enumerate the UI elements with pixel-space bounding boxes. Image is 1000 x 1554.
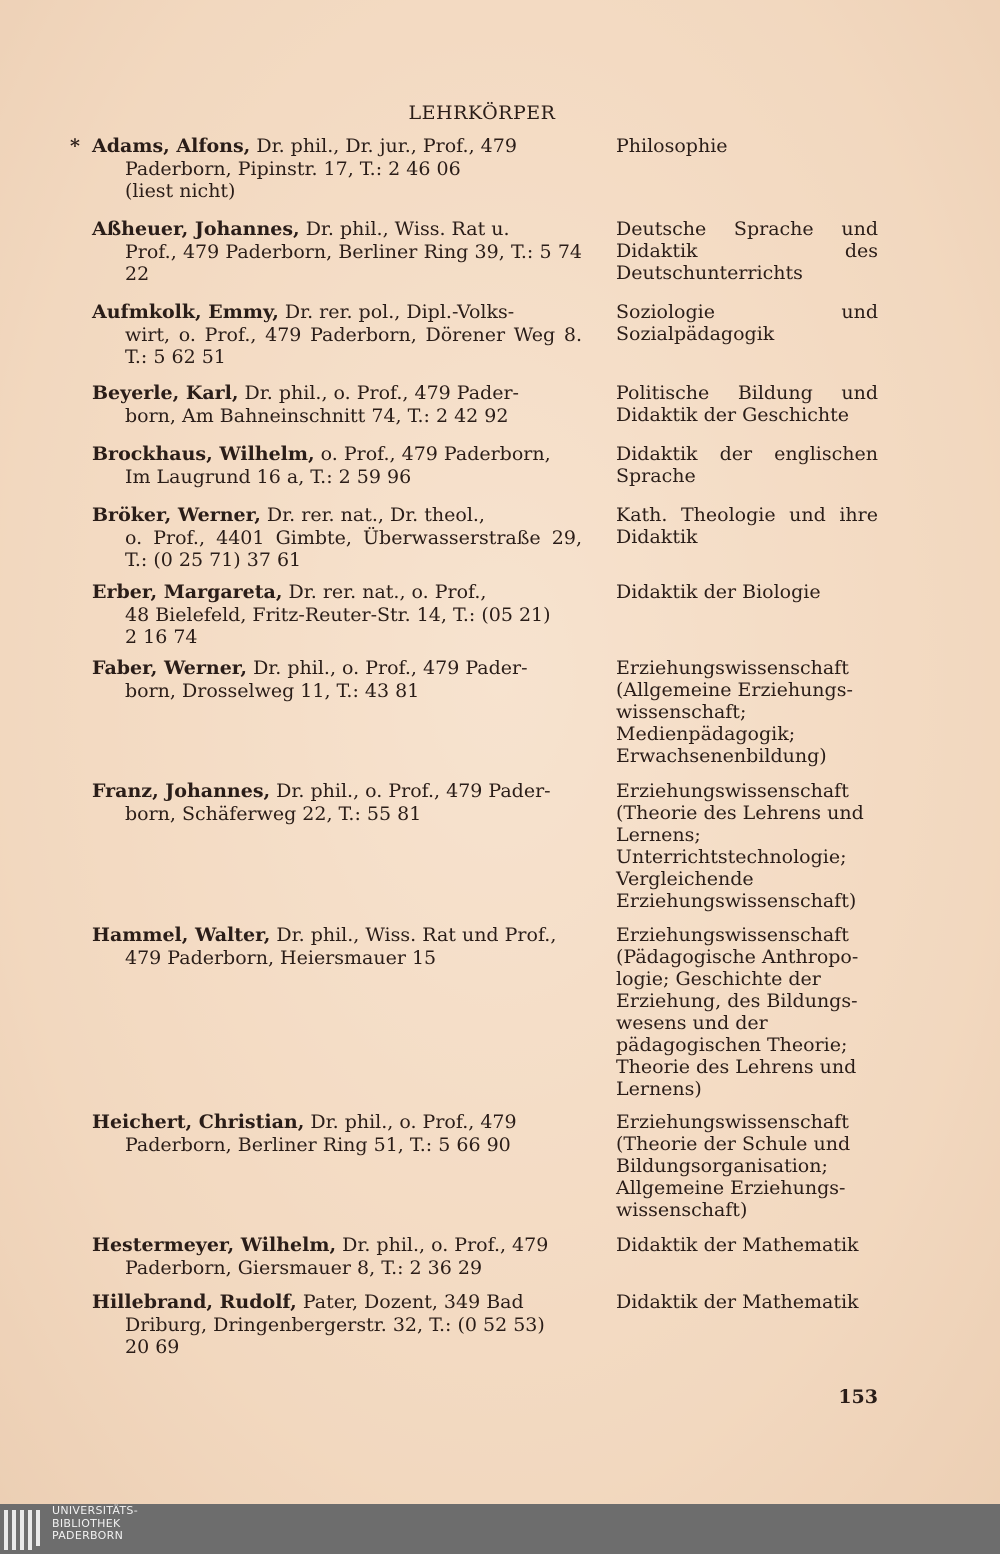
entry-subject: Kath. Theologie und ihre Didaktik xyxy=(616,504,878,548)
entry-subject: Didaktik der Biologie xyxy=(616,581,821,603)
entry-details-tail: wirt, o. Prof., 479 Paderborn, Dörener Weg 8. T.: 5 62 51 xyxy=(125,323,582,368)
entry-details xyxy=(92,924,582,969)
entry-subject: Didaktik der englischen Sprache xyxy=(616,443,878,487)
entry-details xyxy=(92,443,582,488)
entry-details-tail: Paderborn, Pipinstr. 17, T.: 2 46 06 (liest nicht) xyxy=(125,157,461,202)
page-number: 153 xyxy=(838,1386,878,1408)
entry-details-tail: o. Prof., 4401 Gimbte, Überwasserstraße 29, T.: (0 25 71) 37 61 xyxy=(125,526,582,571)
entry-subject: Deutsche Sprache und Didaktik des Deutschunterrichts xyxy=(616,218,878,284)
entry-name: Hammel, Walter, xyxy=(92,924,271,946)
entry-details-head: o. Prof., 479 Paderborn, xyxy=(314,443,551,465)
entry-details-head: Dr. phil., Wiss. Rat und Prof., xyxy=(270,924,557,946)
entry-details-tail: Paderborn, Berliner Ring 51, T.: 5 66 90 xyxy=(125,1133,511,1156)
entry-name: Erber, Margareta, xyxy=(92,581,283,603)
entry-subject: Politische Bildung und Didaktik der Geschichte xyxy=(616,382,878,426)
library-line-2: BIBLIOTHEK xyxy=(52,1516,121,1530)
entry-details xyxy=(92,218,582,286)
entry-details-tail: born, Am Bahneinschnitt 74, T.: 2 42 92 xyxy=(125,404,509,427)
entry-name: Hillebrand, Rudolf, xyxy=(92,1291,297,1313)
library-footer xyxy=(0,1504,1000,1554)
entry-details xyxy=(92,1111,582,1156)
entry-details xyxy=(70,135,582,203)
entry-details-head: Dr. phil., o. Prof., 479 xyxy=(336,1234,549,1256)
entry-details-tail: 479 Paderborn, Heiersmauer 15 xyxy=(125,946,437,969)
entry-subject: Didaktik der Mathematik xyxy=(616,1291,859,1313)
entry-details-head: Dr. rer. pol., Dipl.-Volks- xyxy=(278,301,515,323)
entry-name: Bröker, Werner, xyxy=(92,504,261,526)
entry-details-head: Dr. rer. nat., Dr. theol., xyxy=(260,504,485,526)
entry-subject: Erziehungswissenschaft (Theorie der Schule und Bildungsorganisation; Allgemeine Erziehungs- wissenschaft) xyxy=(616,1111,851,1221)
entry-name: Faber, Werner, xyxy=(92,657,248,679)
entry-details xyxy=(92,382,582,427)
entry-name: Beyerle, Karl, xyxy=(92,382,239,404)
entry-subject: Philosophie xyxy=(616,135,728,157)
entry-details-tail: Im Laugrund 16 a, T.: 2 59 96 xyxy=(125,465,412,488)
entry-details-head: Dr. phil., Wiss. Rat u. xyxy=(299,218,510,240)
library-name xyxy=(52,1505,138,1543)
entry-details-head: Dr. phil., o. Prof., 479 Pader- xyxy=(270,780,551,802)
library-logo-icon xyxy=(4,1510,40,1550)
entry-name: Hestermeyer, Wilhelm, xyxy=(92,1234,337,1256)
entry-details xyxy=(92,780,582,825)
entry-details xyxy=(92,657,582,702)
entry-name: Brockhaus, Wilhelm, xyxy=(92,443,315,465)
entry-subject: Didaktik der Mathematik xyxy=(616,1234,859,1256)
entry-details xyxy=(92,1291,582,1359)
entry-details-head: Dr. phil., Dr. jur., Prof., 479 xyxy=(250,135,517,157)
entry-details xyxy=(92,504,582,572)
entry-details-head: Dr. rer. nat., o. Prof., xyxy=(282,581,487,603)
entry-name: Adams, Alfons, xyxy=(92,135,251,157)
entry-details-head: Dr. phil., o. Prof., 479 Pader- xyxy=(238,382,519,404)
entry-details-tail: Driburg, Dringenbergerstr. 32, T.: (0 52 53) 20 69 xyxy=(125,1313,545,1358)
entry-details-tail: 48 Bielefeld, Fritz-Reuter-Str. 14, T.: (05 21) 2 16 74 xyxy=(125,603,551,648)
page-header: LEHRKÖRPER xyxy=(408,102,556,124)
library-line-3: PADERBORN xyxy=(52,1529,124,1542)
entry-name: Heichert, Christian, xyxy=(92,1111,305,1133)
entry-details xyxy=(92,301,582,369)
entry-details-tail: Prof., 479 Paderborn, Berliner Ring 39, T.: 5 74 22 xyxy=(125,240,582,285)
entry-subject: Erziehungswissenschaft (Pädagogische Anthropo- logie; Geschichte der Erziehung, des Bildungs- wesens und der pädagogischen Theorie; Theorie des Lehrens und Lernens) xyxy=(616,924,859,1100)
entry-details-tail: Paderborn, Giersmauer 8, T.: 2 36 29 xyxy=(125,1256,483,1279)
entry-details xyxy=(92,581,582,649)
entry-details-tail: born, Schäferweg 22, T.: 55 81 xyxy=(125,802,422,825)
entry-name: Aufmkolk, Emmy, xyxy=(92,301,279,323)
marker-asterisk: * xyxy=(70,135,80,157)
entry-details-head: Dr. phil., o. Prof., 479 Pader- xyxy=(247,657,528,679)
entry-subject: Erziehungswissenschaft (Allgemeine Erziehungs- wissenschaft; Medienpädagogik; Erwachsenenbildung) xyxy=(616,657,853,767)
entry-details xyxy=(92,1234,582,1279)
entry-subject: Erziehungswissenschaft (Theorie des Lehrens und Lernens; Unterrichtstechnologie; Vergleichende Erziehungswissenschaft) xyxy=(616,780,864,912)
library-line-1: UNIVERSITÄTS- xyxy=(52,1504,138,1517)
entry-details-head: Pater, Dozent, 349 Bad xyxy=(296,1291,524,1313)
entry-name: Franz, Johannes, xyxy=(92,780,271,802)
entry-name: Aßheuer, Johannes, xyxy=(92,218,300,240)
entry-details-head: Dr. phil., o. Prof., 479 xyxy=(304,1111,517,1133)
entry-subject: Soziologie und Sozialpädagogik xyxy=(616,301,878,345)
entry-details-tail: born, Drosselweg 11, T.: 43 81 xyxy=(125,679,420,702)
